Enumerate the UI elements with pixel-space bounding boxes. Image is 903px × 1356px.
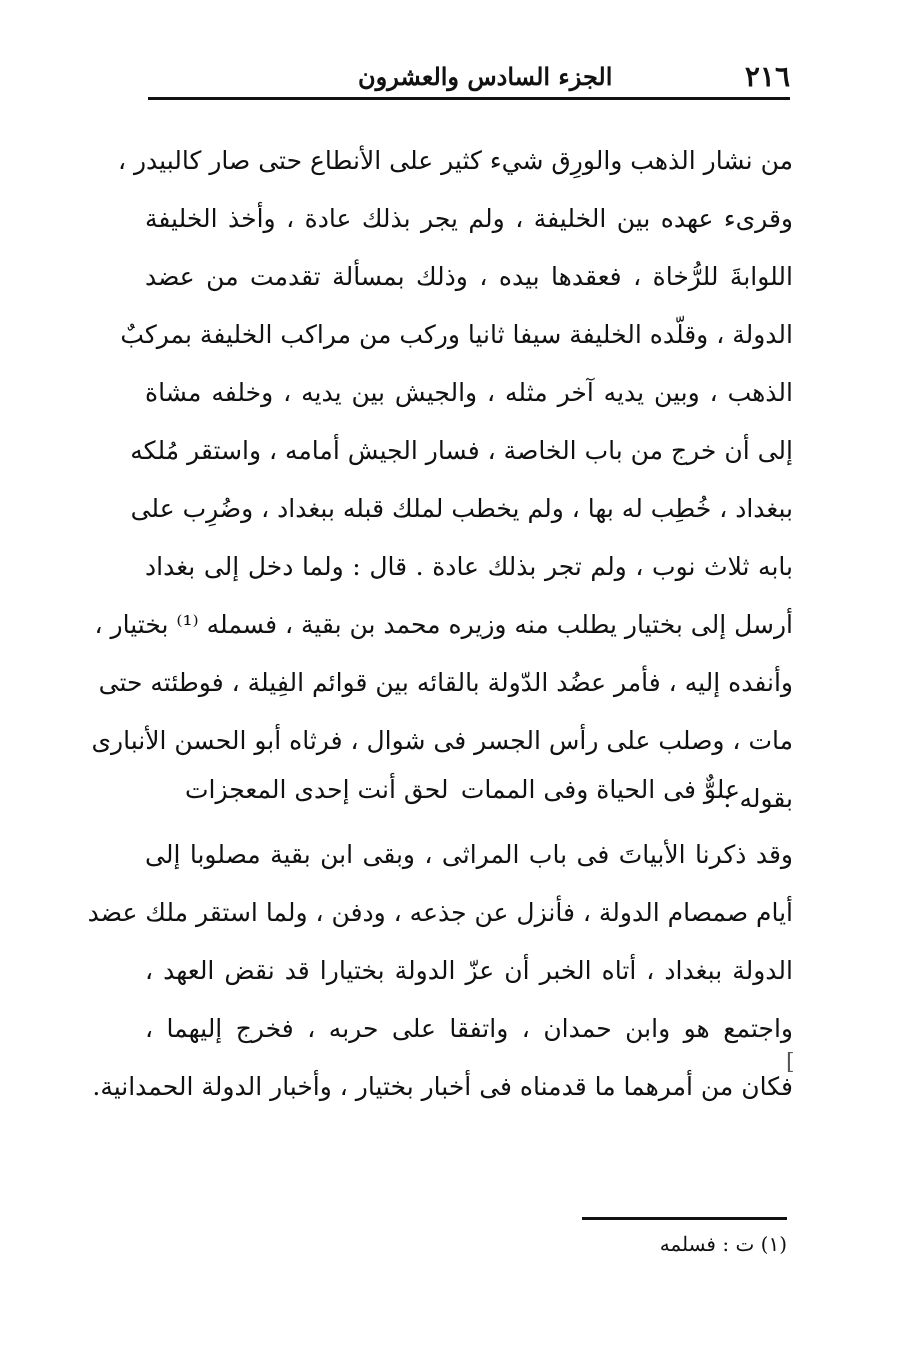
text-line: الذهب ، وبين يديه آخر مثله ، والجيش بين يديه ، وخلفه مشاة [145,378,793,407]
header-rule [148,97,790,100]
footnote-rule [582,1217,787,1220]
poem-hemistich-first: علوٌّ فى الحياة وفى الممات [460,775,740,804]
main-text [91,132,793,828]
text-line: واجتمع هو وابن حمدان ، واتفقا على حربه ، فخرج إليهما ، [145,1014,793,1043]
text-line: وقرىء عهده بين الخليفة ، ولم يجر بذلك عادة ، وأخذ الخليفة [145,204,793,233]
text-line: مات ، وصلب على رأس الجسر فى شوال ، فرثاه أبو الحسن الأنبارى [91,726,793,755]
text-line: فكان من أمرهما ما قدمناه فى أخبار بختيار ، وأخبار الدولة الحمدانية. [92,1072,793,1101]
main-text-continued [87,826,793,1116]
text-line: اللوابةَ للرُّخاة ، فعقدها بيده ، وذلك بمسألة تقدمت من عضد [145,262,793,291]
poem-hemistich-second: لحق أنت إحدى المعجزات [185,775,449,804]
text-line: وأنفده إليه ، فأمر عضُد الدّولة بالقائه بين قوائم الفِيلة ، فوطئته حتى [98,668,793,697]
text-line: من نشار الذهب والورِق شيء كثير على الأنطاع حتى صار كالبيدر ، [117,146,793,175]
text-line: أيام صمصام الدولة ، فأنزل عن جذعه ، ودفن ، ولما استقر ملك عضد [87,898,793,927]
text-line: أرسل إلى بختيار يطلب منه وزيره محمد بن بقية ، فسمله ⁽¹⁾ بختيار ، [94,610,793,639]
margin-bracket-mark: [ [786,1050,795,1075]
text-line: إلى أن خرج من باب الخاصة ، فسار الجيش أمامه ، واستقر مُلكه [130,436,793,465]
text-line: وقد ذكرنا الأبياتَ فى باب المراثى ، وبقى ابن بقية مصلوبا إلى [145,840,793,869]
poem-verse [185,765,740,815]
text-line: ببغداد ، خُطِب له بها ، ولم يخطب لملك قبله ببغداد ، وضُرِب على [130,494,793,523]
text-line: الدولة ببغداد ، أتاه الخبر أن عزّ الدولة بختيارا قد نقض العهد ، [145,956,793,985]
footnote: (١) ت : فسلمه [659,1232,787,1256]
text-line: الدولة ، وقلّده الخليفة سيفا ثانيا وركب من مراكب الخليفة بمركبٌ [120,320,793,349]
text-line: بقوله : [723,784,793,813]
running-title: الجزء السادس والعشرون [358,62,613,91]
text-line: بابه ثلاث نوب ، ولم تجر بذلك عادة . قال : ولما دخل إلى بغداد [145,552,793,581]
page-number: ٢١٦ [744,60,790,93]
page-header [148,60,790,100]
